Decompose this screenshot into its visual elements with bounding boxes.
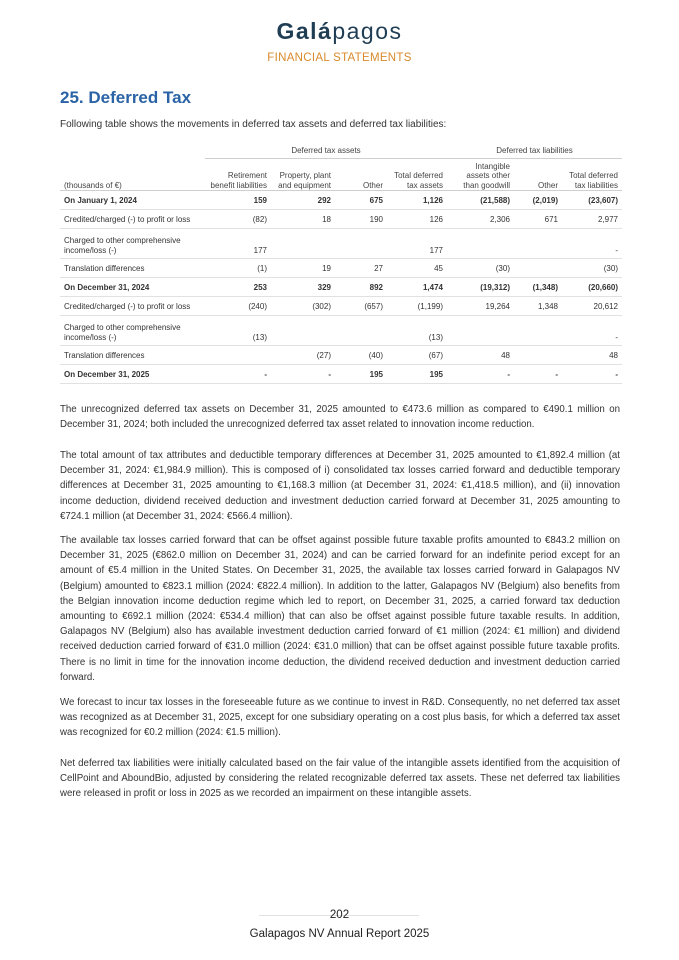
table-cell: 253	[205, 278, 271, 297]
deferred-tax-table	[60, 143, 622, 384]
unit-label: (thousands of €)	[60, 159, 205, 191]
row-label: On January 1, 2024	[60, 191, 205, 210]
column-header-line: Total deferred	[394, 171, 443, 180]
row-label: On December 31, 2025	[60, 365, 205, 384]
table-cell: (30)	[447, 259, 514, 278]
table-cell: 45	[387, 259, 447, 278]
table-cell: (13)	[205, 316, 271, 346]
table-cell: 19	[271, 259, 335, 278]
table-row	[60, 316, 622, 346]
column-header-line: Other	[362, 180, 383, 190]
table-cell	[271, 229, 335, 259]
table-cell: 1,126	[387, 191, 447, 210]
table-cell: (27)	[271, 346, 335, 365]
table-cell	[335, 229, 387, 259]
table-cell: (19,312)	[447, 278, 514, 297]
table-cell	[514, 316, 562, 346]
table-cell: 1,474	[387, 278, 447, 297]
table-body	[60, 191, 622, 384]
column-header	[271, 159, 335, 191]
table-cell: (240)	[205, 297, 271, 316]
table-cell: 2,977	[562, 210, 622, 229]
table-cell: 671	[514, 210, 562, 229]
table-cell: 48	[562, 346, 622, 365]
table-cell: -	[205, 365, 271, 384]
row-label: Charged to other comprehensive income/loss (-)	[60, 316, 205, 346]
page-title: 25. Deferred Tax	[60, 88, 192, 107]
table-cell: 190	[335, 210, 387, 229]
table-cell: (2,019)	[514, 191, 562, 210]
row-label: Credited/charged (-) to profit or loss	[60, 210, 205, 229]
column-header-line: Property, plant	[279, 171, 331, 180]
table-cell: 329	[271, 278, 335, 297]
column-header-line: Retirement	[227, 171, 267, 180]
table-row	[60, 278, 622, 297]
table-row	[60, 297, 622, 316]
column-header-line: Total deferred	[569, 171, 618, 180]
table-row	[60, 259, 622, 278]
column-header-line: assets other	[466, 171, 510, 180]
row-label: Charged to other comprehensive income/loss (-)	[60, 229, 205, 259]
table-cell	[205, 346, 271, 365]
table-cell: -	[562, 229, 622, 259]
table-group-header-row	[60, 143, 622, 159]
table-column-header-row	[60, 159, 622, 191]
table-row	[60, 210, 622, 229]
row-label: Translation differences	[60, 346, 205, 365]
company-logo	[0, 18, 679, 45]
table-cell: 19,264	[447, 297, 514, 316]
paragraph-forecast: We forecast to incur tax losses in the foreseeable future as we continue to invest in R&D. Consequently, no net deferred tax asset was recognized as at December 31, 2025, except for one subsidiary operating on a cost plus basis, for which a deferred tax asset was recognized for €0.2 million (2024: €1.5 million).	[60, 697, 620, 739]
row-label: On December 31, 2024	[60, 278, 205, 297]
table-cell: 27	[335, 259, 387, 278]
column-header	[447, 159, 514, 191]
table-cell: 177	[387, 229, 447, 259]
table-cell: (67)	[387, 346, 447, 365]
table-row	[60, 191, 622, 210]
table-corner	[60, 143, 205, 159]
column-header-line: Intangible	[475, 161, 510, 171]
table-cell	[514, 259, 562, 278]
column-header-line: and equipment	[278, 180, 331, 190]
table-cell: (21,588)	[447, 191, 514, 210]
table-cell: (40)	[335, 346, 387, 365]
table-cell: 126	[387, 210, 447, 229]
table-cell	[514, 346, 562, 365]
table-row	[60, 365, 622, 384]
paragraph-tax-attributes: The total amount of tax attributes and deductible temporary differences at December 31, 2025 amounted to €1,892.4 million (at December 31, 2024: €1,984.9 million). This is composed of i) consolidated tax losses carried forward and deductible temporary differences at December 31, 2025 amounting to €1,168.3 million (at December 31, 2024: €1,418.5 million), and (ii) innovation income deduction, dividend received deduction and investment deduction carried forward at December 31, 2025 amounting to €724.1 million (at December 31, 2024: €566.4 million).	[60, 450, 620, 522]
table-cell: (1,348)	[514, 278, 562, 297]
paragraph-unrecognized-assets: The unrecognized deferred tax assets on December 31, 2025 amounted to €473.6 million as compared to €490.1 million on December 31, 2024; both included the unrecognized deferred tax asset related to innovation income reduction.	[60, 404, 620, 431]
table-cell	[447, 316, 514, 346]
row-label: Credited/charged (-) to profit or loss	[60, 297, 205, 316]
table-cell: (1)	[205, 259, 271, 278]
table-cell: 195	[335, 365, 387, 384]
table-cell: -	[562, 316, 622, 346]
table-cell: 48	[447, 346, 514, 365]
table-cell: 20,612	[562, 297, 622, 316]
table-cell: -	[447, 365, 514, 384]
table-cell: 18	[271, 210, 335, 229]
column-header	[335, 159, 387, 191]
table-cell	[514, 229, 562, 259]
table-cell: 177	[205, 229, 271, 259]
table-cell: 195	[387, 365, 447, 384]
paragraph-tax-losses: The available tax losses carried forward that can be offset against possible future taxable profits amounted to €843.2 million on December 31, 2025 (€862.0 million on December 31, 2024) and can be carried forward for an indefinite period except for an amount of €5.4 million in the United States. On December 31, 2025, the available tax losses carried forward in Galapagos NV (Belgium) amounted to €823.1 million (2024: €822.4 million). In addition to the latter, Galapagos NV (Belgium) also benefits from the Belgian innovation income deduction regime which led to report, on December 31, 2025, a carried forward tax deduction amounting to €692.1 million (2024: €534.4 million) that can also be offset against possible future taxable results. In addition, Galapagos NV (Belgium) also has available investment deduction carried forward of €1 million (2024: €1 million) and dividend received deduction carried forward of €31.0 million (2024: €31.0 million) that can be offset against possible future taxable profits. There is no limit in time for the innovation income deduction, the dividend received deduction and investment deduction carried forward.	[60, 535, 620, 683]
table-cell: (13)	[387, 316, 447, 346]
table-cell: 2,306	[447, 210, 514, 229]
group-header-assets: Deferred tax assets	[205, 143, 447, 159]
table-cell: -	[562, 365, 622, 384]
column-header	[562, 159, 622, 191]
paragraph-net-liabilities: Net deferred tax liabilities were initially calculated based on the fair value of the intangible assets identified from the acquisition of CellPoint and AboundBio, adjusted by considering the related recognizable deferred tax assets. These net deferred tax liabilities were released in profit or loss in 2025 as we recorded an impairment on these intangible assets.	[60, 758, 620, 800]
table-cell: (30)	[562, 259, 622, 278]
column-header	[387, 159, 447, 191]
column-header-line: Other	[537, 180, 558, 190]
table-cell	[447, 229, 514, 259]
section-subtitle: FINANCIAL STATEMENTS	[267, 52, 412, 64]
table-cell: (23,607)	[562, 191, 622, 210]
column-header-line: tax assets	[406, 180, 443, 190]
table-cell: 292	[271, 191, 335, 210]
column-header	[514, 159, 562, 191]
table-row	[60, 229, 622, 259]
intro-text: Following table shows the movements in deferred tax assets and deferred tax liabilities:	[60, 119, 447, 130]
table-cell: -	[271, 365, 335, 384]
table-cell: -	[514, 365, 562, 384]
table-cell: 159	[205, 191, 271, 210]
page-number: 202	[329, 909, 350, 921]
table-cell: (1,199)	[387, 297, 447, 316]
table-cell	[335, 316, 387, 346]
report-title: Galapagos NV Annual Report 2025	[249, 928, 430, 940]
table-cell: (657)	[335, 297, 387, 316]
table-cell: (20,660)	[562, 278, 622, 297]
column-header-line: benefit liabilities	[210, 180, 267, 190]
logo-light-text: pagos	[332, 18, 403, 44]
table-cell: 892	[335, 278, 387, 297]
group-header-liabilities: Deferred tax liabilities	[447, 143, 622, 159]
table-row	[60, 346, 622, 365]
table-cell: 1,348	[514, 297, 562, 316]
column-header-line: tax liabilities	[574, 180, 618, 190]
table-cell	[271, 316, 335, 346]
table-cell: (302)	[271, 297, 335, 316]
logo-bold-text: Galá	[276, 18, 333, 44]
column-header	[205, 159, 271, 191]
table-cell: 675	[335, 191, 387, 210]
row-label: Translation differences	[60, 259, 205, 278]
column-header-line: than goodwill	[463, 180, 510, 190]
table-cell: (82)	[205, 210, 271, 229]
